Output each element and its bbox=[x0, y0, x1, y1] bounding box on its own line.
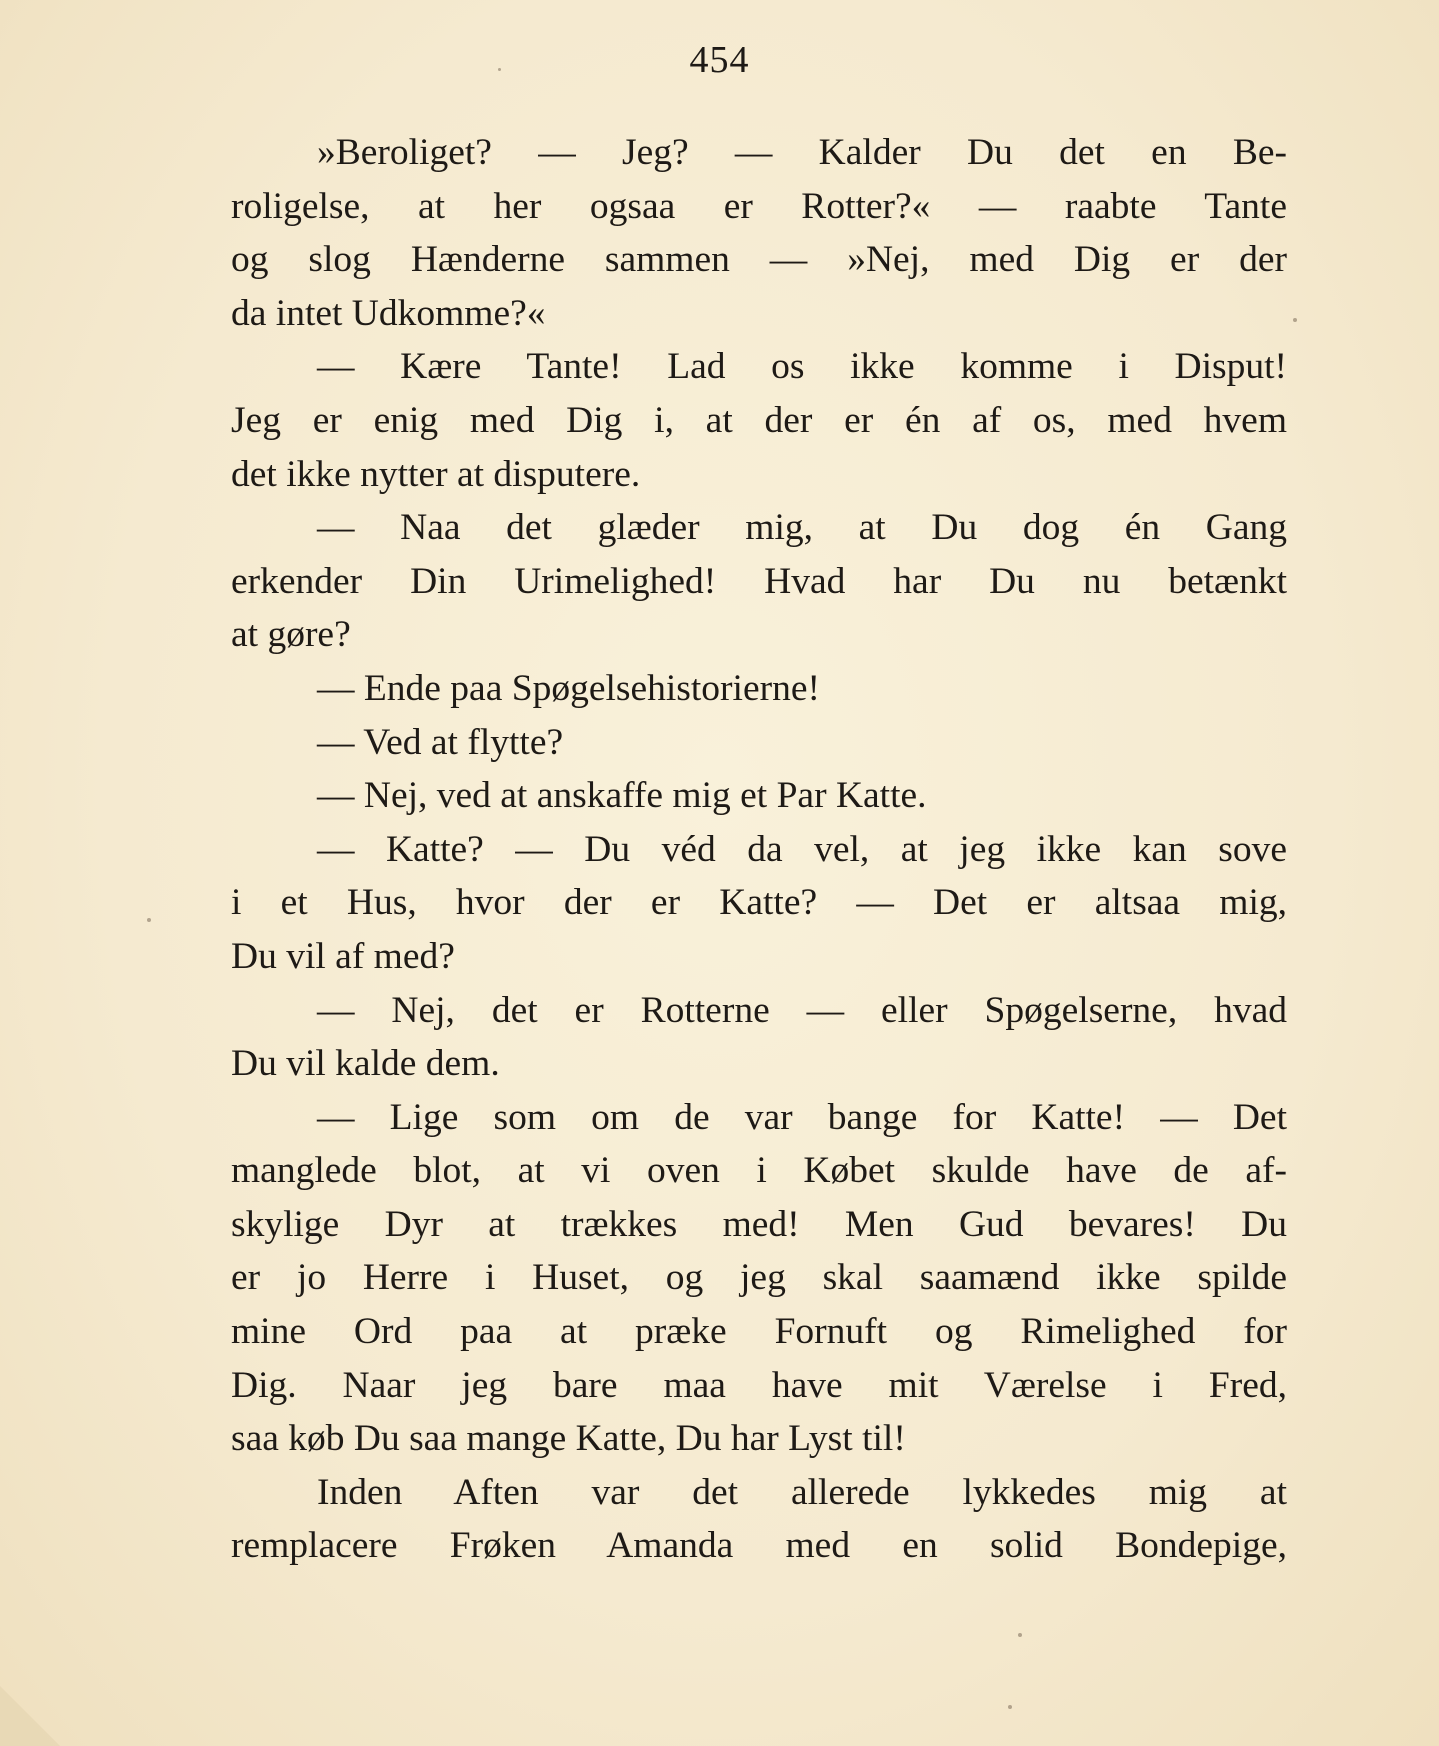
text-line: Du vil af med? bbox=[231, 935, 455, 977]
text-line: i et Hus, hvor der er Katte? — Det er altsaa mig, bbox=[231, 882, 1287, 924]
text-line: Du vil kalde dem. bbox=[231, 1043, 500, 1085]
text-line: — Nej, det er Rotterne — eller Spøgelserne, hvad bbox=[317, 989, 1287, 1031]
text-line: Dig. Naar jeg bare maa have mit Værelse i Fred, bbox=[231, 1364, 1287, 1406]
text-line: og slog Hænderne sammen — »Nej, med Dig er der bbox=[231, 239, 1287, 281]
page-number: 454 bbox=[689, 39, 750, 81]
text-line: saa køb Du saa mange Katte, Du har Lyst til! bbox=[231, 1418, 906, 1460]
text-line: manglede blot, at vi oven i Købet skulde have de af- bbox=[231, 1150, 1287, 1192]
text-line: skylige Dyr at trækkes med! Men Gud bevares! Du bbox=[231, 1203, 1287, 1245]
text-line: Jeg er enig med Dig i, at der er én af os, med hvem bbox=[231, 399, 1287, 441]
paper-speck bbox=[1018, 1633, 1022, 1637]
text-line: — Lige som om de var bange for Katte! — Det bbox=[317, 1096, 1287, 1138]
text-line: — Kære Tante! Lad os ikke komme i Disput! bbox=[317, 346, 1287, 388]
paper-speck bbox=[1008, 1705, 1012, 1709]
text-line: — Ved at flytte? bbox=[317, 721, 564, 763]
text-line: — Ende paa Spøgelsehistorierne! bbox=[317, 667, 820, 709]
body-text bbox=[231, 126, 1287, 1573]
text-line: roligelse, at her ogsaa er Rotter?« — raabte Tante bbox=[231, 185, 1287, 227]
page-corner-fold bbox=[0, 1686, 60, 1746]
paper-speck bbox=[147, 918, 151, 922]
paper-speck bbox=[1293, 318, 1297, 322]
text-line: »Beroliget? — Jeg? — Kalder Du det en Be- bbox=[317, 132, 1287, 173]
text-line: det ikke nytter at disputere. bbox=[231, 453, 641, 495]
text-line: er jo Herre i Huset, og jeg skal saamænd ikke spilde bbox=[231, 1257, 1287, 1299]
text-line: Inden Aften var det allerede lykkedes mig at bbox=[317, 1471, 1287, 1513]
text-line: at gøre? bbox=[231, 614, 351, 656]
text-line: mine Ord paa at præke Fornuft og Rimelighed for bbox=[231, 1311, 1287, 1353]
text-line: — Naa det glæder mig, at Du dog én Gang bbox=[317, 507, 1287, 549]
text-line: — Nej, ved at anskaffe mig et Par Katte. bbox=[317, 775, 927, 817]
text-line: da intet Udkomme?« bbox=[231, 292, 546, 334]
text-line: remplacere Frøken Amanda med en solid Bondepige, bbox=[231, 1525, 1287, 1567]
text-line: — Katte? — Du véd da vel, at jeg ikke kan sove bbox=[317, 828, 1287, 870]
text-line: erkender Din Urimelighed! Hvad har Du nu betænkt bbox=[231, 560, 1287, 602]
